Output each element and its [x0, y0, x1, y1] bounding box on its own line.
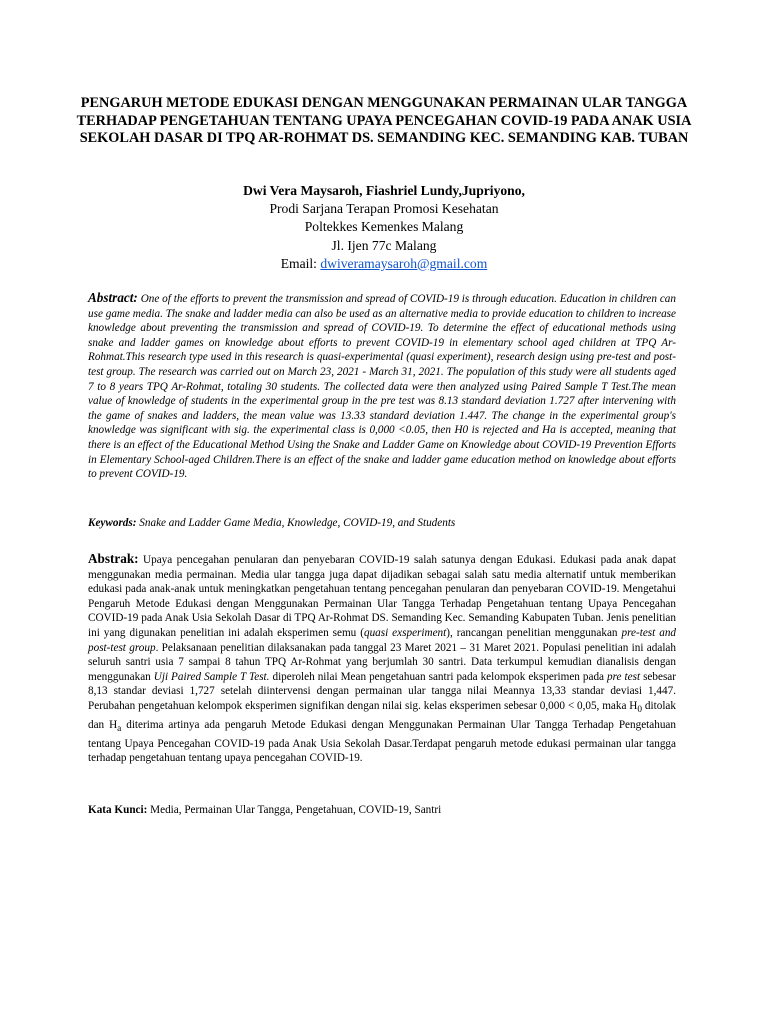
ha-subscript: a — [117, 724, 122, 734]
keywords-text: Snake and Ladder Game Media, Knowledge, COVID-19, and Students — [136, 517, 456, 529]
abstrak-italic-1: quasi exsperiment — [363, 626, 447, 639]
abstrak-text-2: ), rancangan penelitian menggunakan — [446, 626, 622, 639]
abstrak-text-5: sebesar 8,13 standar deviasi 1,727 setelah diintervensi dengan permainan ular tangga nilai Meannya 13,33 standar deviasi 1,447. Perubahan pengetahuan kelompok eksperimen signifikan dengan nilai sig. kelas eksperimen sebesar 0,000 < 0,05, maka H — [88, 670, 676, 712]
abstrak-text-1: Upaya pencegahan penularan dan penyebaran COVID-19 salah satunya dengan Edukasi. Edukasi pada anak dapat menggunakan media permainan. Media ular tangga juga dapat dijadikan sebagai salah satu media alternatif untuk memberikan edukasi pada anak-anak untuk meningkatkan pengetahuan tentang pencegahan penularan dan penyebaran COVID-19. Mengetahui Pengaruh Metode Edukasi dengan Menggunakan Permainan Ular Tangga Terhadap Pengetahuan tentang Upaya Pencegahan COVID-19 pada Anak Usia Sekolah Dasar di TPQ Ar-Rohmat DS. Semanding Kec. Semanding Kabupaten Tuban. Jenis penelitian ini yang digunakan penelitian ini adalah eksperimen semu ( — [88, 554, 676, 639]
author-names: Dwi Vera Maysaroh, Fiashriel Lundy,Jupriyono — [243, 183, 522, 198]
keywords-english — [88, 517, 676, 529]
kata-kunci-label: Kata Kunci: — [88, 804, 148, 816]
abstract-label: Abstract: — [88, 290, 138, 305]
keywords-label: Keywords: — [88, 517, 137, 529]
abstrak-text-4: diperoleh nilai Mean pengetahuan santri pada kelompok eksperimen pada — [269, 670, 608, 683]
abstrak-italic-4: pre test — [607, 670, 641, 683]
author-block — [84, 182, 684, 273]
abstrak-text-6: ditolak dan H — [88, 699, 676, 731]
email-link[interactable]: dwiveramaysaroh@gmail.com — [320, 255, 488, 271]
kata-kunci-text: Media, Permainan Ular Tangga, Pengetahuan, COVID-19, Santri — [147, 804, 442, 816]
abstract-indonesian — [88, 552, 676, 766]
abstrak-text-3: . Pelaksanaan penelitian dilaksanakan pada tanggal 23 Maret 2021 – 31 Maret 2021. Populasi penelitian ini adalah seluruh santri usia 7 sampai 8 tahun TPQ Ar-Rohmat yang berjumlah 30 santri. Data terkumpul kemudian dianalisis dengan menggunakan — [88, 641, 676, 683]
affiliation-program: Prodi Sarjana Terapan Promosi Kesehatan — [269, 201, 499, 217]
abstrak-italic-2: pre-test and post-test group — [88, 626, 677, 654]
abstract-text: One of the efforts to prevent the transmission and spread of COVID-19 is through education. Education in children can use game media. The snake and ladder media can also be used as an alternative media to provide education to children to increase knowledge about preventing the transmission and spread of COVID-19. To determine the effect of educational methods using snake and ladder games on knowledge about efforts to prevent COVID-19 in elementary school aged children at TPQ Ar-Rohmat.This research type used in this research is quasi-experimental (quasi experiment), research design using pre-test and post-test group. The research was carried out on March 23, 2021 - March 31, 2021. The population of this study were all students aged 7 to 8 years TPQ Ar-Rohmat, totaling 30 students. The collected data were then analyzed using Paired Sample T Test.The mean value of knowledge of students in the experimental group in the pre test was 8.13 standard deviation 1.727 after intervening with the game of snakes and ladders, the mean value was 13.33 standard deviation 1.447. The change in the experimental group's knowledge was significant with sig. the experimental class is 0,000 <0.05, then H0 is rejected and Ha is accepted, meaning that there is an effect of the Educational Method Using the Snake and Ladder Game on Knowledge about COVID-19 Prevention Efforts in Elementary School-aged Children.There is an effect of the snake and ladder game education method on knowledge about efforts to prevent COVID-19. — [88, 293, 676, 481]
abstract-english — [88, 291, 676, 482]
h0-subscript: 0 — [637, 705, 643, 716]
affiliation-institution: Poltekkes Kemenkes Malang — [304, 219, 464, 235]
author-names-comma: , — [521, 183, 525, 198]
paper-title: PENGARUH METODE EDUKASI DENGAN MENGGUNAKAN PERMAINAN ULAR TANGGA TERHADAP PENGETAHUAN TENTANG UPAYA PENCEGAHAN COVID-19 PADA ANAK USIA SEKOLAH DASAR DI TPQ AR-ROHMAT DS. SEMANDING KEC. SEMANDING KAB. TUBAN — [76, 95, 692, 146]
keywords-indonesian — [88, 804, 676, 816]
abstrak-label: Abstrak: — [88, 551, 139, 566]
affiliation-address: Jl. Ijen 77c Malang — [331, 237, 437, 253]
email-label: Email: — [280, 255, 321, 271]
abstrak-italic-3: Uji Paired Sample T Test. — [153, 670, 270, 683]
abstrak-text-7: diterima artinya ada pengaruh Metode Edukasi dengan Menggunakan Permainan Ular Tangga Terhadap Pengetahuan tentang Upaya Pencegahan COVID-19 pada Anak Usia Sekolah Dasar.Terdapat pengaruh metode edukasi permainan ular tangga terhadap pengetahuan tentang upaya pencegahan COVID-19. — [88, 718, 676, 765]
